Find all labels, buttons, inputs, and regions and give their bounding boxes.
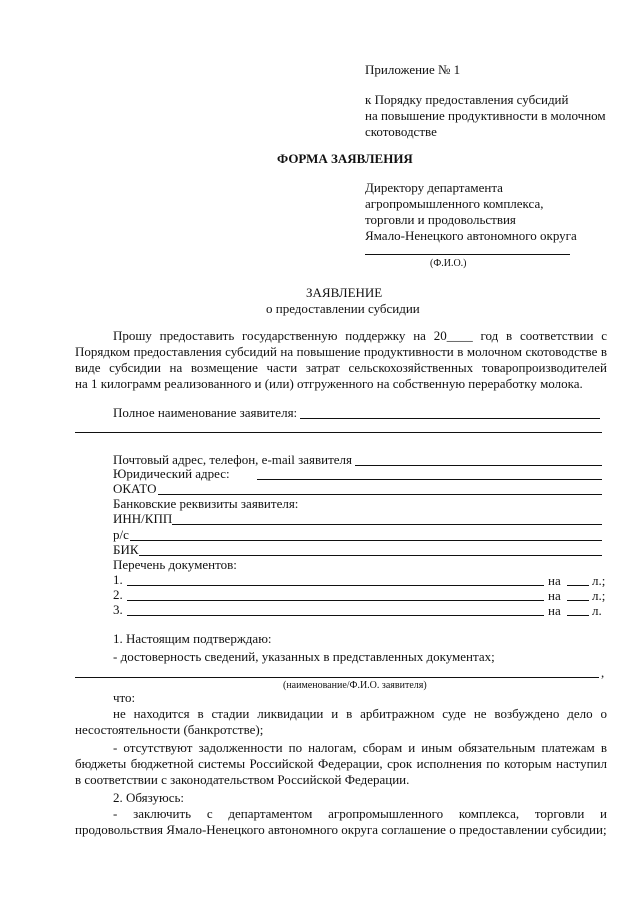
confirm-item: - достоверность сведений, указанных в представленных документах; [113, 649, 495, 664]
statement-subtitle: о предоставлении субсидии [266, 301, 420, 316]
appendix-ref-line: скотоводстве [365, 124, 437, 139]
statement-paragraph-line: виде субсидии на возмещение части затрат сельскохозяйственных товаропроизводителей [75, 360, 607, 375]
fio-caption: (Ф.И.О.) [430, 258, 467, 269]
document-name-input[interactable] [127, 585, 544, 586]
document-number: 1. [113, 572, 123, 587]
addressee-line: Ямало-Ненецкого автономного округа [365, 228, 577, 243]
oblige-heading: 2. Обязуюсь: [113, 790, 185, 805]
confirm-debt-line: бюджеты бюджетной системы Российской Федерации, срок исполнения по которым наступил [75, 756, 607, 771]
document-pages-input[interactable] [567, 615, 589, 616]
legal-address-label: Юридический адрес: [113, 466, 230, 481]
confirm-heading: 1. Настоящим подтверждаю: [113, 631, 272, 646]
applicant-name-input[interactable] [75, 677, 599, 678]
document-pages-input[interactable] [567, 600, 589, 601]
fio-underline [365, 254, 570, 255]
documents-label: Перечень документов: [113, 557, 237, 572]
postal-label: Почтовый адрес, телефон, e-mail заявителя [113, 452, 353, 467]
inn-kpp-input[interactable] [172, 524, 602, 525]
applicant-caption: (наименование/Ф.И.О. заявителя) [283, 680, 427, 691]
document-pages-suffix: л. [592, 603, 602, 618]
account-input[interactable] [130, 540, 602, 541]
addressee-line: агропромышленного комплекса, [365, 196, 544, 211]
okato-label: ОКАТО [113, 481, 157, 496]
oblige-line: продовольствия Ямало-Ненецкого автономного округа соглашение о предоставлении субсидии; [75, 822, 607, 837]
confirm-what: что: [113, 690, 136, 705]
document-number: 2. [113, 587, 123, 602]
addressee-line: Директору департамента [365, 180, 503, 195]
full-name-input-continued[interactable] [75, 432, 602, 433]
document-pages-input[interactable] [567, 585, 589, 586]
account-label: р/с [113, 527, 129, 542]
oblige-line: - заключить с департаментом агропромышленного комплекса, торговли и [113, 806, 607, 821]
statement-paragraph-line: Прошу предоставить государственную поддержку на 20____ год в соответствии с [113, 328, 607, 343]
appendix-ref-line: на повышение продуктивности в молочном [365, 108, 606, 123]
document-pages-prefix: на [548, 573, 561, 588]
addressee-line: торговли и продовольствия [365, 212, 516, 227]
full-name-label: Полное наименование заявителя: [113, 405, 298, 420]
appendix-ref-line: к Порядку предоставления субсидий [365, 92, 569, 107]
bik-label: БИК [113, 542, 139, 557]
confirm-debt-line: - отсутствуют задолженности по налогам, сборам и иным обязательным платежам в [113, 740, 607, 755]
confirm-liquidation-line: не находится в стадии ликвидации и в арбитражном суде не возбуждено дело о [113, 706, 607, 721]
postal-input[interactable] [355, 465, 602, 466]
applicant-comma: , [601, 665, 605, 680]
form-title: ФОРМА ЗАЯВЛЕНИЯ [277, 151, 413, 166]
document-number: 3. [113, 602, 123, 617]
statement-paragraph-line: Порядком предоставления субсидий на повышение продуктивности в молочном скотоводстве в [75, 344, 607, 359]
okato-input[interactable] [158, 494, 602, 495]
statement-title: ЗАЯВЛЕНИЕ [306, 285, 383, 300]
inn-kpp-label: ИНН/КПП [113, 511, 173, 526]
bank-details-label: Банковские реквизиты заявителя: [113, 496, 299, 511]
document-name-input[interactable] [127, 600, 544, 601]
document-pages-prefix: на [548, 588, 561, 603]
full-name-input[interactable] [300, 418, 600, 419]
appendix-title: Приложение № 1 [365, 62, 461, 77]
document-name-input[interactable] [127, 615, 544, 616]
document-pages-suffix: л.; [592, 573, 606, 588]
bik-input[interactable] [139, 555, 602, 556]
confirm-liquidation-line: несостоятельности (банкротстве); [75, 722, 264, 737]
legal-address-input[interactable] [257, 479, 602, 480]
document-pages-suffix: л.; [592, 588, 606, 603]
document-pages-prefix: на [548, 603, 561, 618]
confirm-debt-line: в соответствии с законодательством Российской Федерации. [75, 772, 410, 787]
statement-paragraph-line: на 1 килограмм реализованного и (или) отгруженного на собственную переработку молока. [75, 376, 583, 391]
